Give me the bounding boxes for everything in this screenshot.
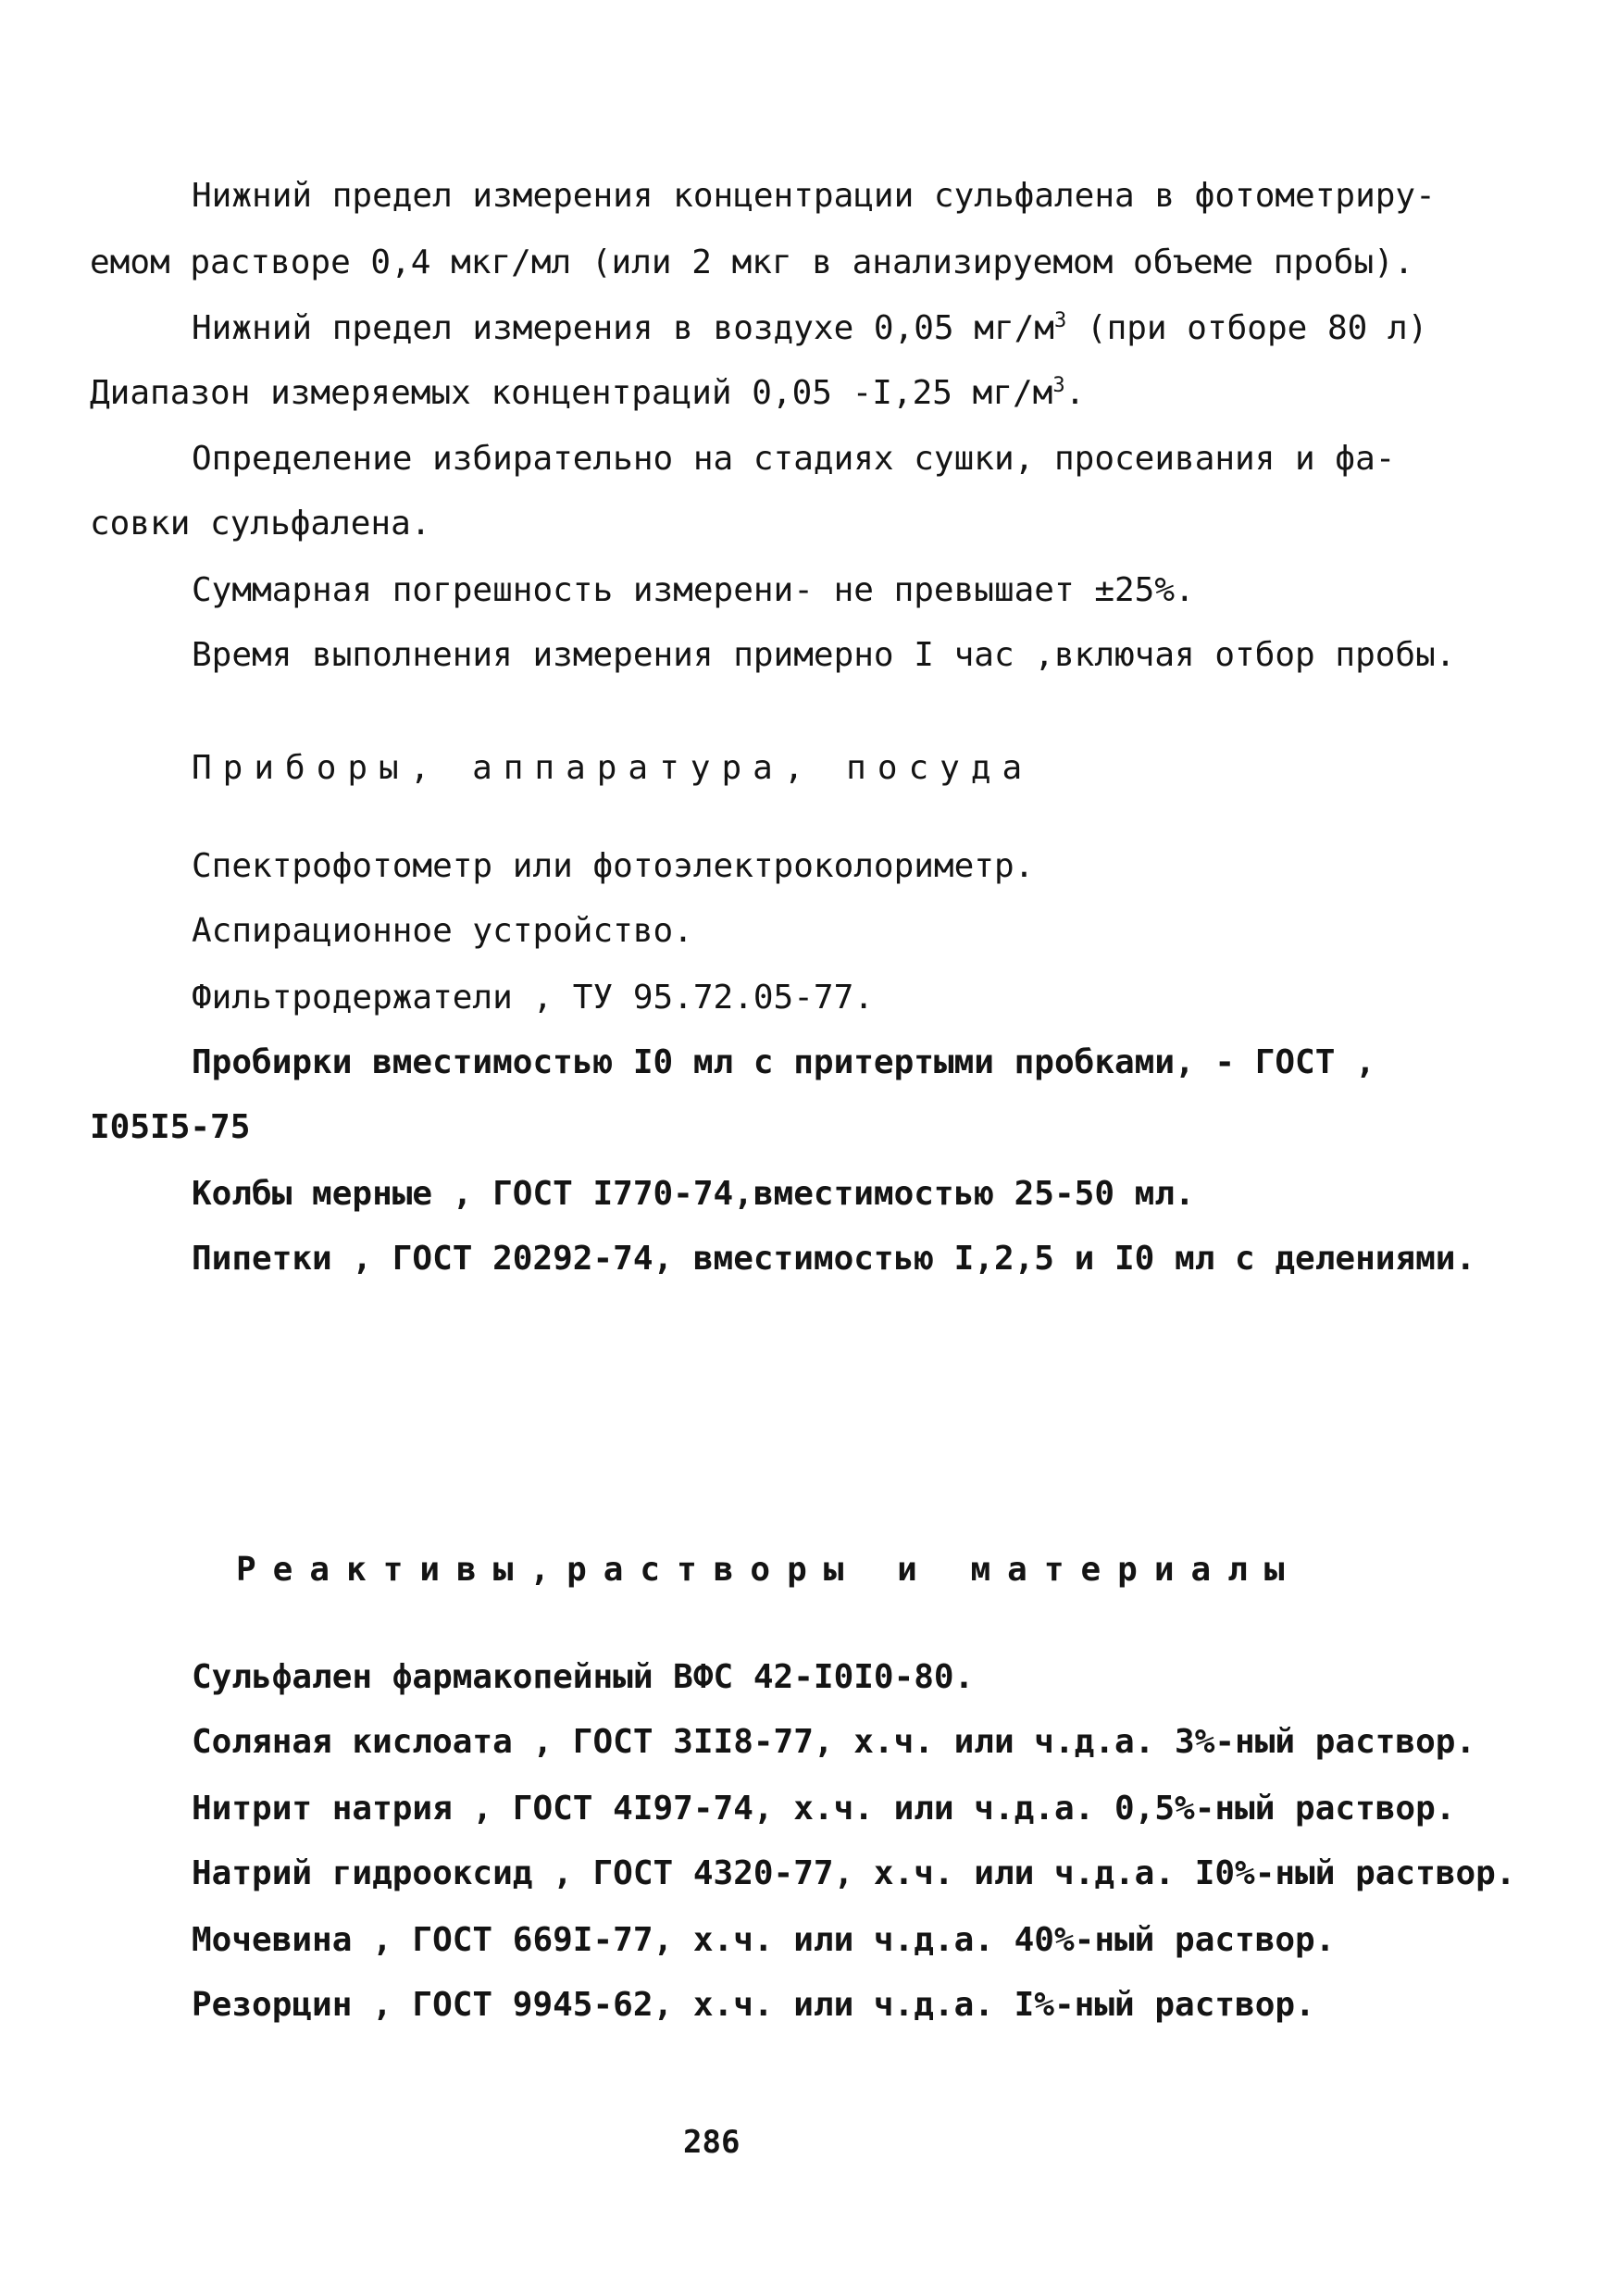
intro-line-7: Суммарная погрешность измерени- не превышает ±25%. <box>192 571 1195 609</box>
equipment-item: Пипетки , ГОСТ 20292-74, вместимостью I,2,5 и I0 мл с делениями. <box>192 1240 1476 1278</box>
reagent-item: Соляная кислоата , ГОСТ 3II8-77, х.ч. или ч.д.а. 3%-ный раствор. <box>192 1723 1476 1761</box>
intro-line-4-text: Диапазон измеряемых концентраций 0,05 -I,25 мг/м <box>90 374 1053 412</box>
intro-line-3-tail: (при отборе 80 л) <box>1066 309 1428 347</box>
equipment-item: Фильтродержатели , ТУ 95.72.05-77. <box>192 979 874 1017</box>
equipment-item-continuation: I05I5-75 <box>90 1108 251 1146</box>
intro-line-4-superscript: 3 <box>1052 374 1065 397</box>
section-heading-equipment: Приборы, аппаратура, посуда <box>192 749 1034 787</box>
intro-line-3 <box>192 308 1427 349</box>
equipment-item: Спектрофотометр или фотоэлектроколориметр. <box>192 847 1035 885</box>
intro-line-8: Время выполнения измерения примерно I час ,включая отбор пробы. <box>192 636 1456 674</box>
reagent-item: Сульфален фармакопейный ВФС 42-I0I0-80. <box>192 1658 975 1696</box>
section-heading-reagents: Реактивы,растворы и материалы <box>236 1551 1301 1589</box>
intro-line-6: совки сульфалена. <box>90 505 431 543</box>
intro-line-3-superscript: 3 <box>1053 309 1067 332</box>
intro-line-2: емом растворе 0,4 мкг/мл (или 2 мкг в анализируемом объеме пробы). <box>90 243 1414 281</box>
intro-line-4-tail: . <box>1064 374 1086 412</box>
reagent-item: Резорцин , ГОСТ 9945-62, х.ч. или ч.д.а. I%-ный раствор. <box>192 1986 1315 2024</box>
equipment-item: Колбы мерные , ГОСТ I770-74,вместимостью 25-50 мл. <box>192 1175 1195 1213</box>
reagent-item: Нитрит натрия , ГОСТ 4I97-74, х.ч. или ч.д.а. 0,5%-ный раствор. <box>192 1790 1456 1828</box>
equipment-item: Аспирационное устройство. <box>192 912 693 950</box>
intro-line-5: Определение избирательно на стадиях сушки, просеивания и фа- <box>192 440 1396 478</box>
intro-line-3-text: Нижний предел измерения в воздухе 0,05 мг/м <box>192 309 1054 347</box>
intro-line-4 <box>90 373 1085 414</box>
intro-line-1: Нижний предел измерения концентрации сульфалена в фотометриру- <box>192 177 1436 215</box>
reagent-item: Мочевина , ГОСТ 669I-77, х.ч. или ч.д.а. 40%-ный раствор. <box>192 1921 1336 1959</box>
reagent-item: Натрий гидрооксид , ГОСТ 4320-77, х.ч. или ч.д.а. I0%-ный раствор. <box>192 1854 1516 1892</box>
page-number: 286 <box>683 2124 741 2161</box>
equipment-item: Пробирки вместимостью I0 мл с притертыми пробками, - ГОСТ , <box>192 1043 1375 1081</box>
